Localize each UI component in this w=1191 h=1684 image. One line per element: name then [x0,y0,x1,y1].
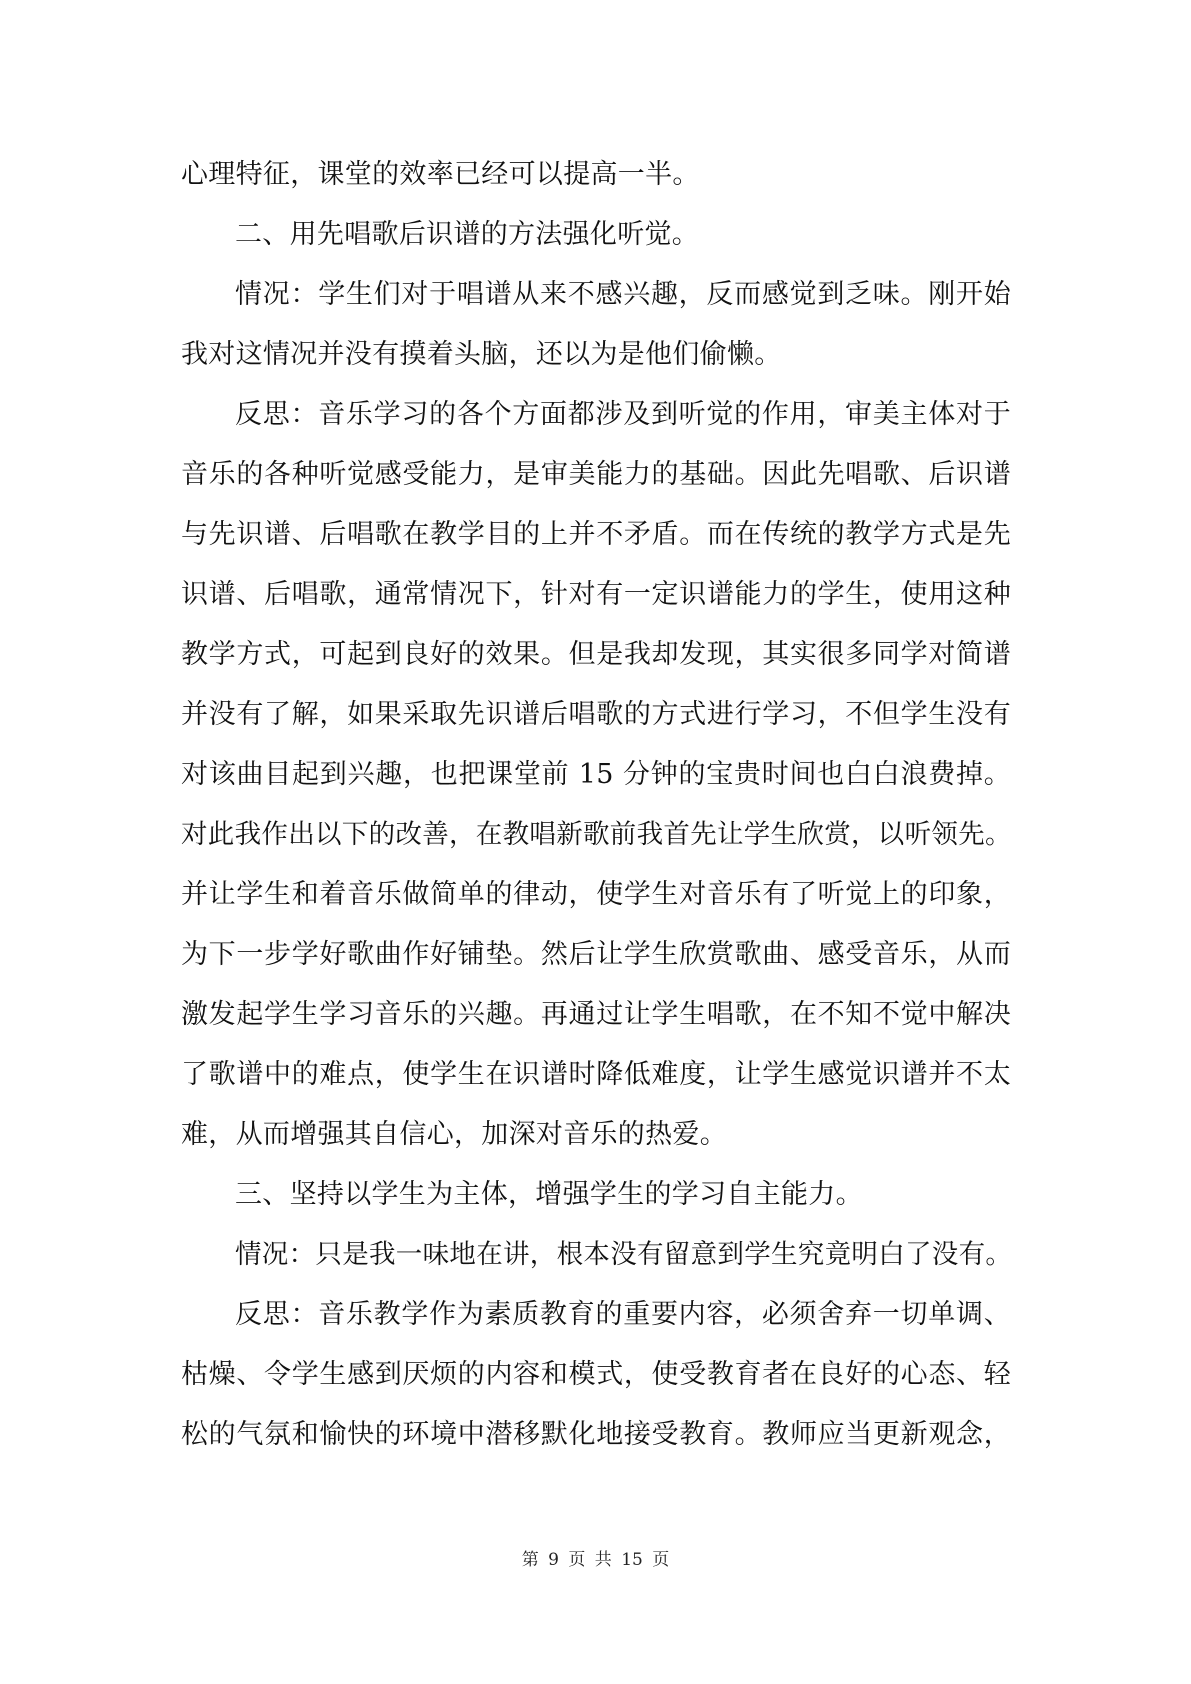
page-footer [0,1548,1191,1572]
text-line: 对该曲目起到兴趣，也把课堂前 15 分钟的宝贵时间也白白浪费掉。 [181,759,1011,790]
footer-total-pages: 15 [621,1550,643,1570]
body-text [181,145,1011,1465]
footer-page-label: 第 [521,1550,539,1570]
text-line: 对此我作出以下的改善，在教唱新歌前我首先让学生欣赏，以听领先。 [181,819,1012,850]
text-line: 松的气氛和愉快的环境中潜移默化地接受教育。教师应当更新观念， [181,1419,1011,1450]
text-line: 音乐的各种听觉感受能力，是审美能力的基础。因此先唱歌、后识谱 [181,459,1011,490]
text-line: 心理特征，课堂的效率已经可以提高一半。 [181,159,700,190]
text-line: 并让学生和着音乐做简单的律动，使学生对音乐有了听觉上的印象， [181,879,1011,910]
text-line: 反思：音乐教学作为素质教育的重要内容，必须舍弃一切单调、 [235,1299,1011,1330]
text-line: 三、坚持以学生为主体，增强学生的学习自主能力。 [235,1179,863,1210]
footer-page-unit: 页 [568,1550,586,1570]
text-line: 与先识谱、后唱歌在教学目的上并不矛盾。而在传统的教学方式是先 [181,519,1011,550]
text-line: 为下一步学好歌曲作好铺垫。然后让学生欣赏歌曲、感受音乐，从而 [181,939,1011,970]
footer-total-label: 共 [594,1550,612,1570]
text-line: 激发起学生学习音乐的兴趣。再通过让学生唱歌，在不知不觉中解决 [181,999,1011,1030]
footer-current-page: 9 [548,1550,559,1570]
text-line: 了歌谱中的难点，使学生在识谱时降低难度，让学生感觉识谱并不太 [181,1059,1011,1090]
text-line: 识谱、后唱歌，通常情况下，针对有一定识谱能力的学生，使用这种 [181,579,1011,610]
text-line: 我对这情况并没有摸着头脑，还以为是他们偷懒。 [181,339,782,370]
text-line: 难，从而增强其自信心，加深对音乐的热爱。 [181,1119,727,1150]
text-line: 情况：只是我一味地在讲，根本没有留意到学生究竟明白了没有。 [235,1239,1013,1270]
text-line: 教学方式，可起到良好的效果。但是我却发现，其实很多同学对简谱 [181,639,1011,670]
footer-page-unit-end: 页 [652,1550,670,1570]
text-line: 枯燥、令学生感到厌烦的内容和模式，使受教育者在良好的心态、轻 [181,1359,1011,1390]
text-line: 反思：音乐学习的各个方面都涉及到听觉的作用，审美主体对于 [235,399,1011,430]
text-line: 并没有了解，如果采取先识谱后唱歌的方式进行学习，不但学生没有 [181,699,1011,730]
text-line: 二、用先唱歌后识谱的方法强化听觉。 [235,219,700,250]
text-line: 情况：学生们对于唱谱从来不感兴趣，反而感觉到乏味。刚开始 [235,279,1011,310]
